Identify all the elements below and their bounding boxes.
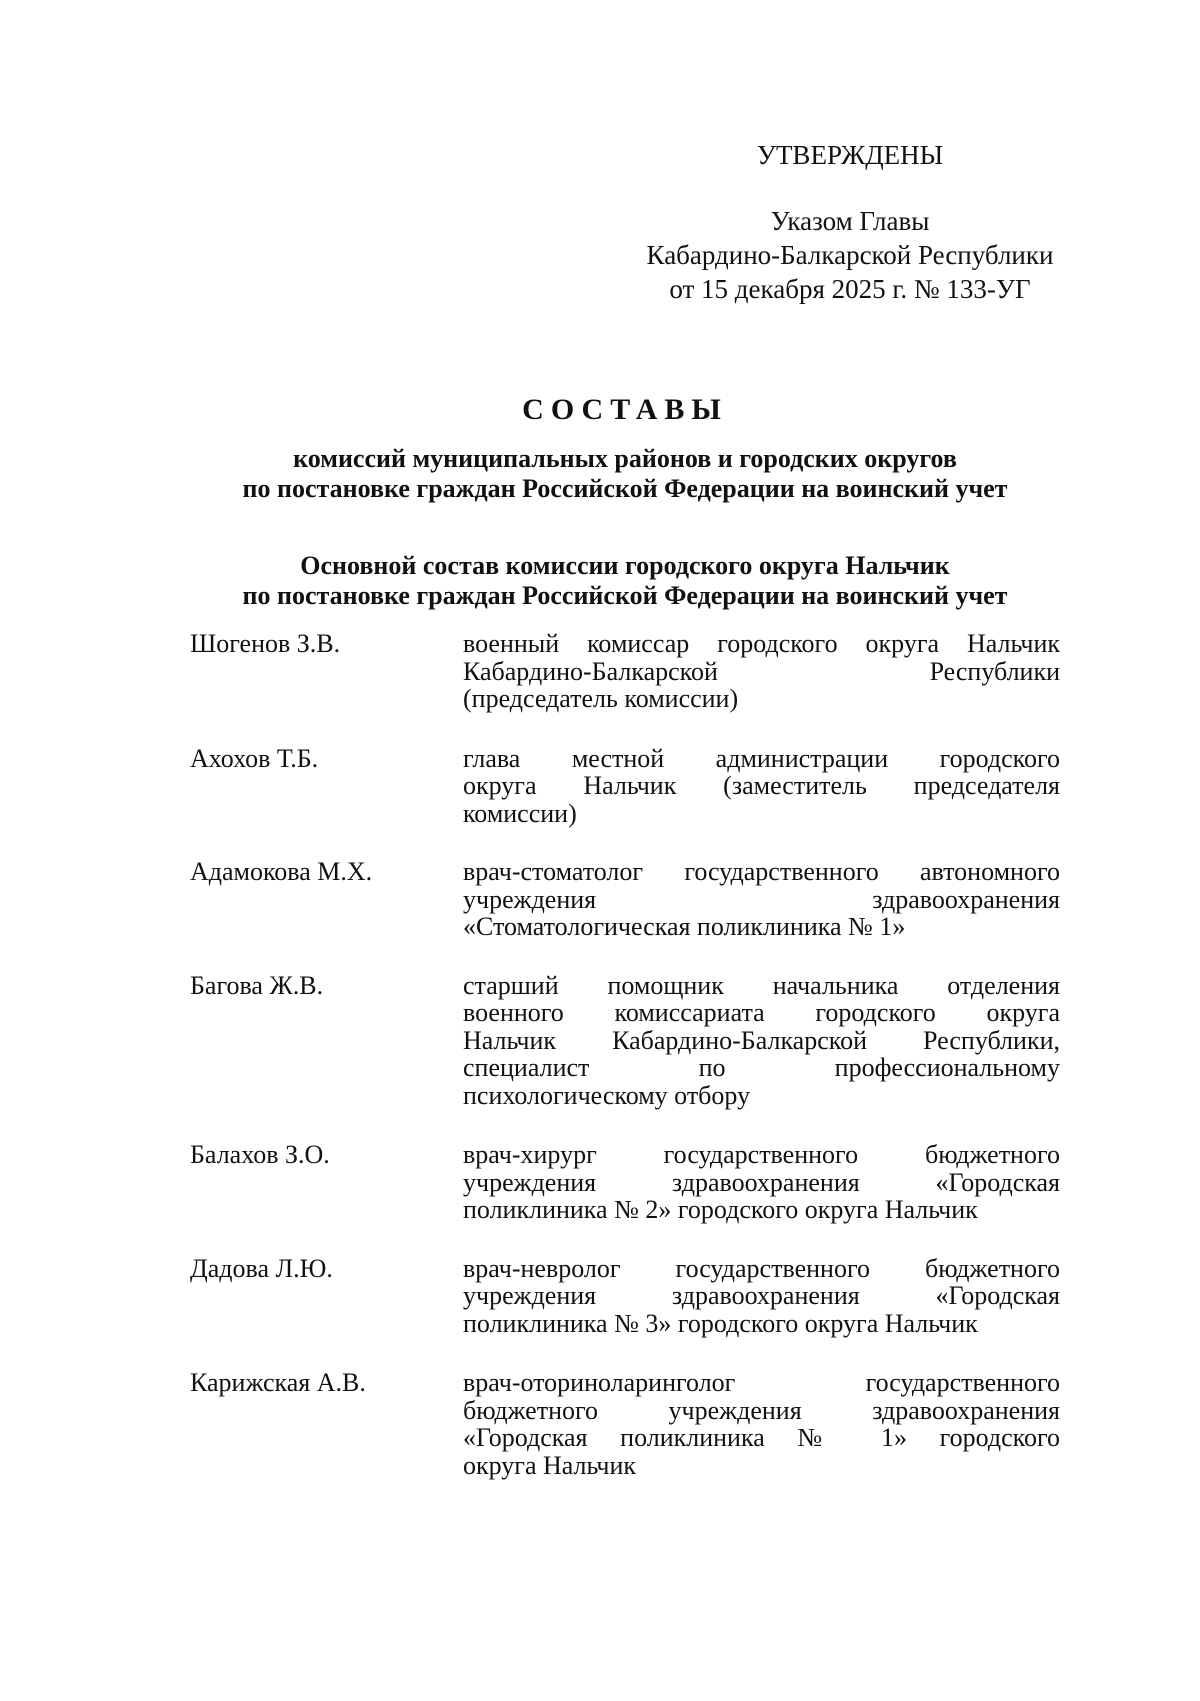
- role-line: специалист по профессиональному: [463, 1053, 1060, 1082]
- role-line: «Стоматологическая поликлиника № 1»: [463, 912, 906, 941]
- section-heading-line: по постановке граждан Российской Федерации на воинский учет: [242, 581, 1008, 610]
- member-row: [190, 1369, 1060, 1479]
- subtitle-line: по постановке граждан Российской Федерации на воинский учет: [242, 474, 1008, 503]
- member-name: Адамокова М.Х.: [190, 857, 373, 886]
- role-line: бюджетного учреждения здравоохранения: [463, 1395, 1060, 1425]
- member-name: Балахов З.О.: [190, 1140, 330, 1169]
- role-line: поликлиника № 2» городского округа Нальчик: [463, 1195, 978, 1224]
- section-heading-line: Основной состав комиссии городского округа Нальчик: [300, 551, 950, 580]
- member-role: [463, 972, 1060, 1110]
- approved-label: УТВЕРЖДЕНЫ: [756, 140, 944, 170]
- member-name: Карижская А.В.: [190, 1368, 366, 1397]
- member-name: Ахохов Т.Б.: [190, 743, 319, 773]
- members-list: [190, 630, 1060, 1479]
- member-row: [190, 858, 1060, 941]
- member-name: Дадова Л.Ю.: [190, 1253, 333, 1283]
- role-line: «Городская поликлиника № 1» городского: [463, 1423, 1060, 1452]
- role-line: поликлиника № 3» городского округа Нальчик: [463, 1308, 978, 1338]
- role-line: учреждения здравоохранения: [463, 884, 1060, 914]
- decree-line: Кабардино-Балкарской Республики: [646, 240, 1054, 270]
- member-row: [190, 1255, 1060, 1338]
- role-line: врач-хирург государственного бюджетного: [463, 1140, 1060, 1169]
- member-row: [190, 972, 1060, 1110]
- role-line: врач-оториноларинголог государственного: [463, 1368, 1060, 1397]
- subtitle-line: комиссий муниципальных районов и городских округов: [293, 444, 957, 473]
- member-role: [463, 630, 1060, 713]
- role-line: (председатель комиссии): [463, 684, 739, 713]
- approved-stamp-text: [640, 138, 1060, 172]
- member-role: [463, 1141, 1060, 1224]
- member-row: [190, 630, 1060, 713]
- role-line: врач-стоматолог государственного автономного: [463, 857, 1060, 886]
- section-heading: [120, 551, 1130, 611]
- member-row: [190, 1141, 1060, 1224]
- role-line: Нальчик Кабардино-Балкарской Республики,: [463, 1025, 1060, 1055]
- member-role: [463, 1369, 1060, 1479]
- role-line: Кабардино-Балкарской Республики: [463, 656, 1060, 686]
- role-line: комиссии): [463, 798, 577, 828]
- role-line: военного комиссариата городского округа: [463, 998, 1060, 1027]
- decree-line: от 15 декабря 2025 г. № 133-УГ: [669, 274, 1031, 304]
- member-role: [463, 1255, 1060, 1338]
- role-line: учреждения здравоохранения «Городская: [463, 1167, 1060, 1197]
- member-name: Багова Ж.В.: [190, 970, 324, 1000]
- decree-reference: [640, 204, 1060, 306]
- role-line: врач-невролог государственного бюджетного: [463, 1253, 1060, 1283]
- decree-line: Указом Главы: [770, 206, 930, 236]
- document-subtitle: [120, 444, 1130, 504]
- role-line: глава местной администрации городского: [463, 743, 1060, 773]
- member-role: [463, 858, 1060, 941]
- role-line: округа Нальчик: [463, 1450, 637, 1480]
- role-line: учреждения здравоохранения «Городская: [463, 1281, 1060, 1310]
- role-line: старший помощник начальника отделения: [463, 970, 1060, 1000]
- role-line: округа Нальчик (заместитель председателя: [463, 771, 1060, 800]
- role-line: военный комиссар городского округа Нальчик: [463, 629, 1060, 658]
- member-name: Шогенов З.В.: [190, 629, 341, 658]
- member-role: [463, 745, 1060, 828]
- role-line: психологическому отбору: [463, 1080, 751, 1110]
- document-title: СОСТАВЫ: [522, 393, 728, 426]
- member-row: [190, 745, 1060, 828]
